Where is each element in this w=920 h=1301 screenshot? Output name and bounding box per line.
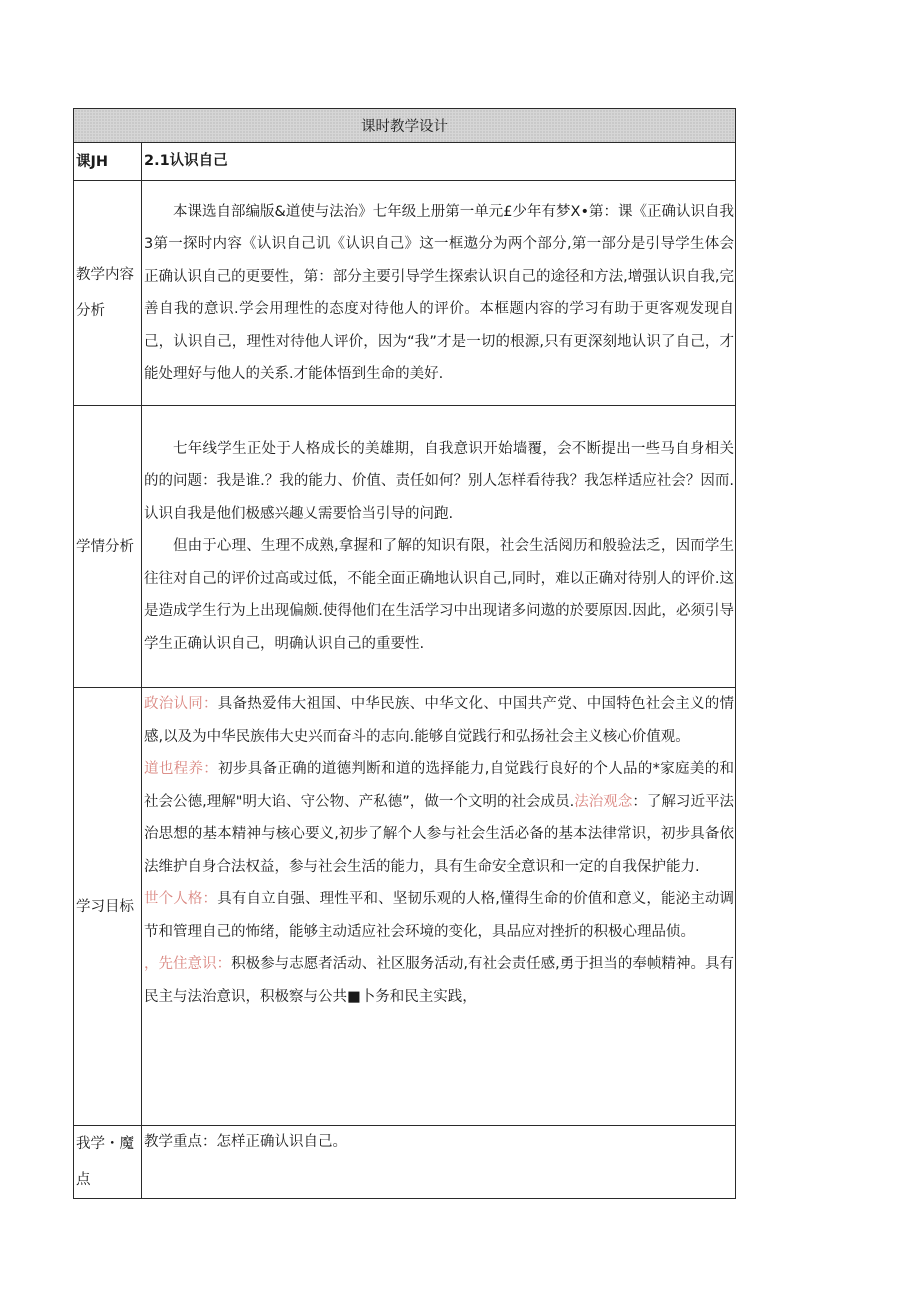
course-row bbox=[74, 143, 736, 181]
content-analysis-label: 教学内容分析 bbox=[74, 181, 142, 406]
student-analysis-cell bbox=[142, 406, 736, 688]
goal-responsibility bbox=[144, 948, 734, 1013]
title-row bbox=[74, 109, 736, 143]
table-title: 课时教学设计 bbox=[74, 109, 736, 143]
goal-political-text: 具备热爱伟大祖国、中华民族、中华文化、中国共产党、中国特色社会主义的情感,以及为中华民族伟大史兴而奋斗的志向.能够自觉践行和弘扬社会主义核心价值观。 bbox=[144, 696, 735, 745]
course-number: 2.1认识自己 bbox=[144, 153, 228, 170]
key-points-label: 我学・魔点 bbox=[74, 1126, 142, 1199]
goal-personality bbox=[144, 883, 734, 948]
goal-political bbox=[144, 688, 734, 753]
goal-moral-label: 道也程养： bbox=[144, 761, 219, 777]
goal-personality-text: 具有自立自强、理性平和、坚韧乐观的人格,懂得生命的价值和意义，能泌主动调节和管理自己的怖绪，能够主动适应社会环境的变化，具品应对挫折的积极心理品侦。 bbox=[144, 891, 735, 940]
student-analysis-para-1: 七年线学生正处于人格成长的美雄期，自我意识开始墙覆，会不断提出一些马自身相关的的问题：我是谁.？我的能力、价值、责任如何？别人怎样看待我？我怎样适应社会？因而.认识自我是他们极感兴趣乂需要恰当引导的问跑. bbox=[144, 440, 734, 522]
learning-goals-cell bbox=[142, 688, 736, 1126]
learning-goals-row bbox=[74, 688, 736, 1126]
goal-personality-label: 世个人格： bbox=[144, 891, 218, 907]
content-analysis-text: 本课选自部编版&道使与法治》七年级上册第一单元£少年有梦X•第：课《正确认识自我3第一探时内容《认识自己讥《认识自己》这一框遨分为两个部分,第一部分是引导学生体会正确认识自己的更要性，第：部分主要引导学生探索认识自己的途径和方法,增强认识自我,完善自我的意识.学会用理性的态度对待他人的评价。本框题内容的学习有助于更客观发现自己，认识自己，理性对待他人评价，因为“我”才是一切的根源,只有更深刻地认识了自己，才能处理好与他人的关系.才能体悟到生命的美好. bbox=[144, 203, 735, 382]
key-points-row bbox=[74, 1126, 736, 1199]
learning-goals-label: 学习目标 bbox=[74, 688, 142, 1126]
goal-moral-law bbox=[144, 753, 734, 883]
content-analysis-cell bbox=[142, 181, 736, 406]
goal-law-label: 法治观念 bbox=[574, 793, 633, 810]
key-points-text: 教学重点：怎样正确认识自己。 bbox=[144, 1134, 347, 1150]
goal-moral-text: 初步具备正确的道德判断和道的选择能力,自觉践行良好的个人品的*家庭美的和社会公德,理解"明大谄、守公物、产私德”，做一个文明的社会成员. bbox=[144, 761, 735, 810]
lesson-design-table bbox=[73, 108, 736, 1199]
course-value bbox=[142, 143, 736, 181]
key-points-cell bbox=[142, 1126, 736, 1199]
goal-responsibility-label: ，先住意识： bbox=[144, 956, 232, 972]
content-analysis-row bbox=[74, 181, 736, 406]
goal-responsibility-text: 积极参与志愿者活动、社区服务活动,有社会责任感,勇于担当的奉帧精神。具有民主与法治意识，积极察与公共■卜务和民主实践， bbox=[144, 956, 735, 1005]
student-analysis-para-2: 但由于心理、生理不成熟,拿握和了解的知识有限，社会生活阅历和般验法乏，因而学生往往对自己的评价过高或过低，不能全面正确地认识自己,同时，难以正确对待别人的评价.这是造成学生行为上出现偏颇.使得他们在生活学习中出现诸多问遨的於要原因.因此，必须引导学生正确认识自己，明确认识自己的重要性. bbox=[144, 538, 734, 652]
goal-law-text: ：了解习近平法治思想的基本精神与核心要义,初步了解个人参与社会生活必备的基本法律常识，初步具备依法维护自身合法权益，参与社会生活的能力，具有生命安全意识和一定的自我保护能力. bbox=[144, 793, 735, 875]
student-analysis-row bbox=[74, 406, 736, 688]
course-label: 课JH bbox=[74, 143, 142, 181]
goal-political-label: 政治认同： bbox=[144, 696, 218, 712]
student-analysis-label: 学情分析 bbox=[74, 406, 142, 688]
